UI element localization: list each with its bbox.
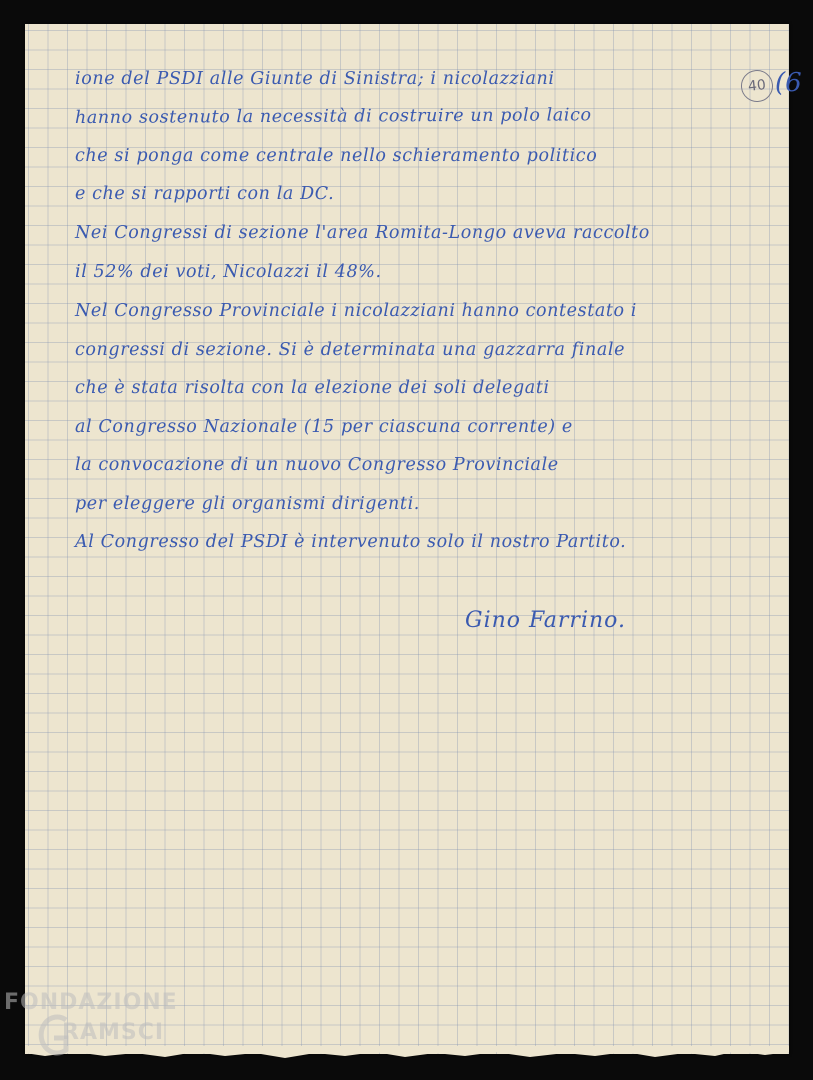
watermark-line-1: FONDAZIONE [4,990,178,1015]
text-line-5: Nei Congressi di sezione l'area Romita-Longo aveva raccolto [75,223,650,243]
fondazione-gramsci-watermark [4,990,204,1070]
text-line-6: il 52% dei voti, Nicolazzi il 48%. [75,262,382,282]
watermark-line-2: RAMSCI [62,1020,165,1045]
text-line-1: ione del PSDI alle Giunte di Sinistra; i nicolazziani [75,69,555,89]
text-line-13: Al Congresso del PSDI è intervenuto solo il nostro Partito. [75,532,627,552]
signature: Gino Farrino. [465,608,626,633]
sheet-number: (6 [775,68,802,98]
text-line-10: al Congresso Nazionale (15 per ciascuna corrente) e [75,417,573,437]
text-line-4: e che si rapporti con la DC. [75,184,335,204]
text-line-11: la convocazione di un nuovo Congresso Provinciale [75,455,559,475]
text-line-2: hanno sostenuto la necessità di costruire un polo laico [74,105,592,128]
text-line-7: Nel Congresso Provinciale i nicolazziani hanno contestato i [75,301,637,321]
page-number-stamp: 40 [739,68,774,103]
text-line-8: congressi di sezione. Si è determinata una gazzarra finale [75,340,626,360]
text-line-9: che è stata risolta con la elezione dei soli delegati [75,378,550,398]
document-sheet [25,24,802,1054]
text-line-12: per eleggere gli organismi dirigenti. [75,494,420,514]
text-line-3: che si ponga come centrale nello schieramento politico [75,146,598,166]
